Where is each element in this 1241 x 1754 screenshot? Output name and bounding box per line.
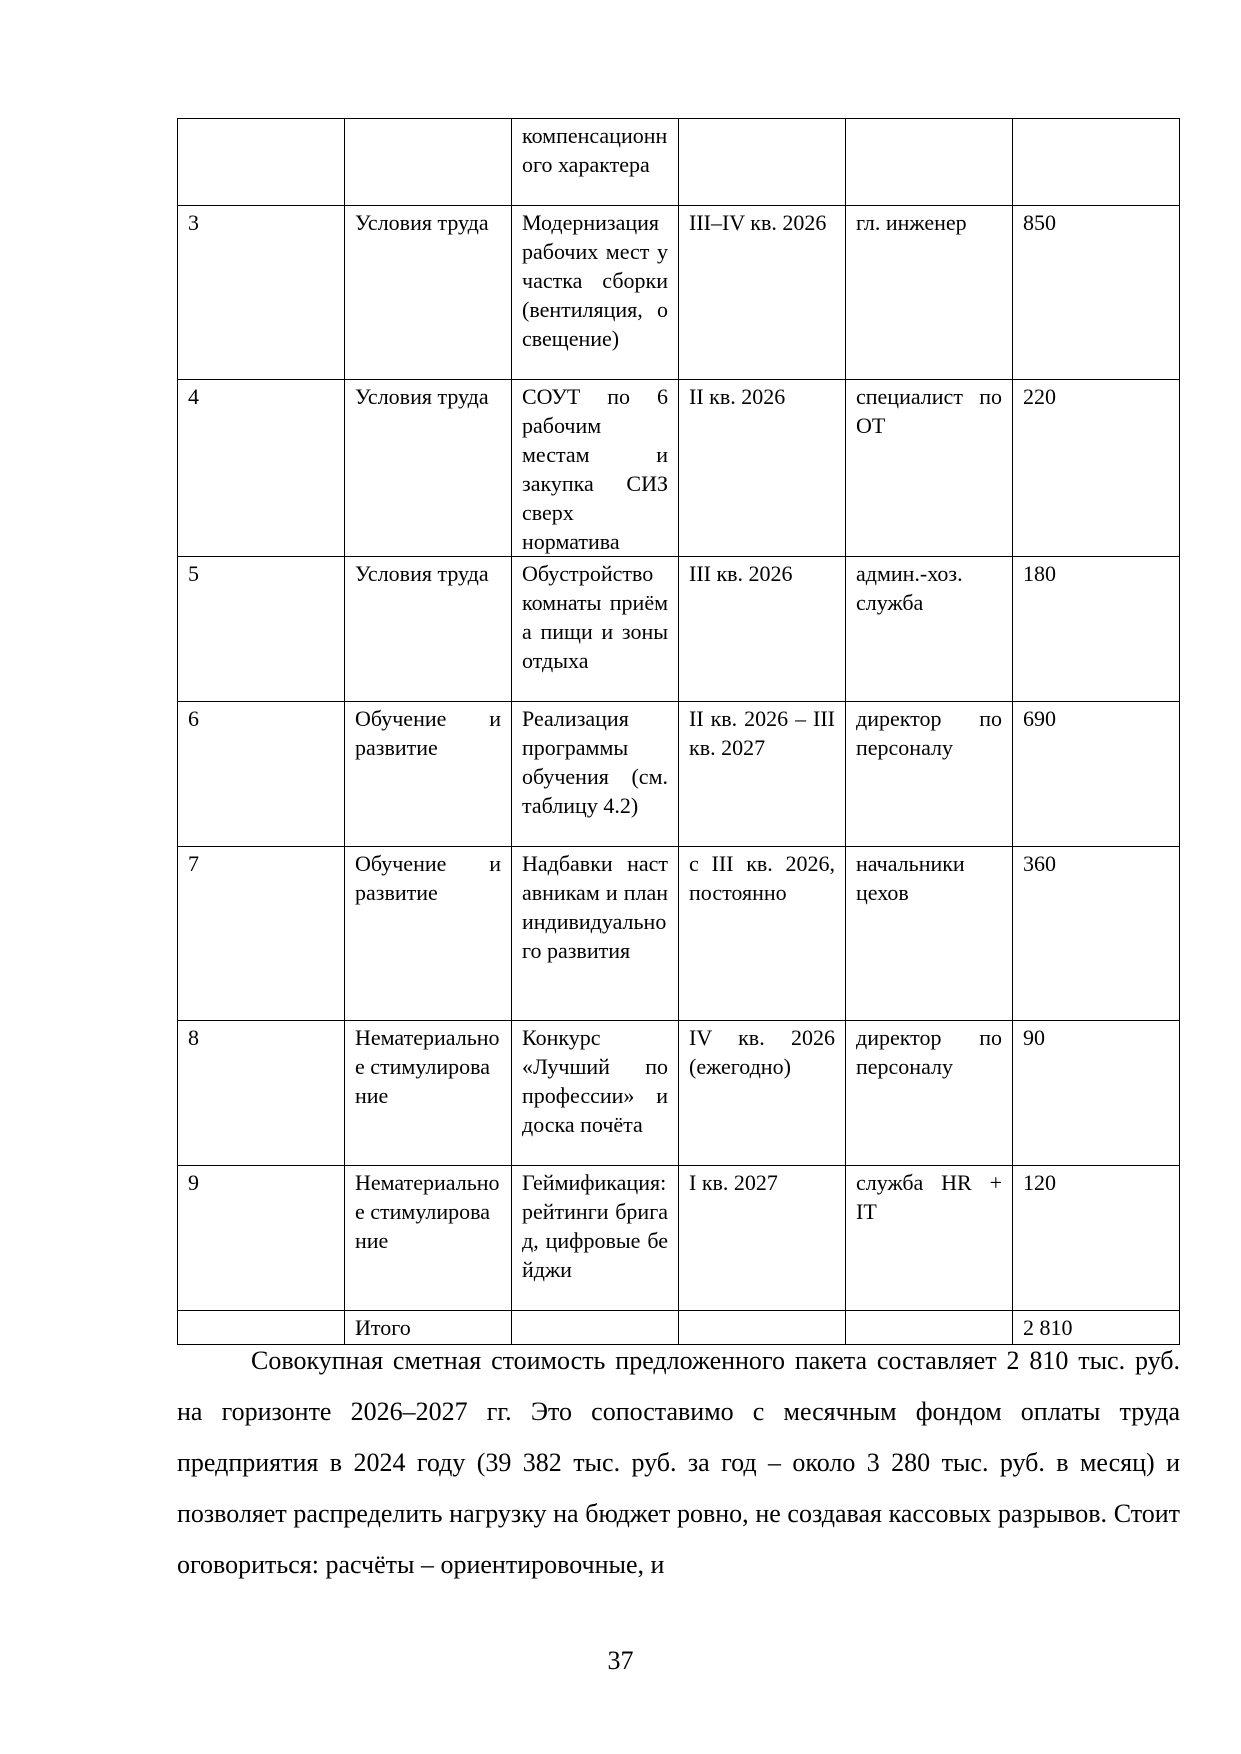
cell-cost: 360 xyxy=(1013,847,1180,1021)
cell-measure: Конкурс «Лучший по профессии» и доска почёта xyxy=(512,1021,679,1166)
cell-cost: 850 xyxy=(1013,206,1180,380)
cell-term: III–IV кв. 2026 xyxy=(679,206,846,380)
cell-term: III кв. 2026 xyxy=(679,557,846,702)
cell-num: 9 xyxy=(178,1166,345,1311)
cell-cost: 120 xyxy=(1013,1166,1180,1311)
cell-area xyxy=(345,119,512,206)
cell-area: Нематериальное стимулирование xyxy=(345,1021,512,1166)
cell-responsible: специалист по ОТ xyxy=(846,380,1013,557)
cell-area: Обучение и развитие xyxy=(345,702,512,847)
cell-num: 4 xyxy=(178,380,345,557)
cell-cost: 690 xyxy=(1013,702,1180,847)
cell-cost: 220 xyxy=(1013,380,1180,557)
cell-measure: Геймификация: рейтинги бригад, цифровые бейджи xyxy=(512,1166,679,1311)
page-number: 37 xyxy=(607,1646,634,1675)
cell-responsible: гл. инженер xyxy=(846,206,1013,380)
table-row xyxy=(178,847,1180,1021)
cell-num: 3 xyxy=(178,206,345,380)
cell-num: 5 xyxy=(178,557,345,702)
total-label: Итого xyxy=(345,1311,512,1345)
cell-area: Условия труда xyxy=(345,206,512,380)
cell-measure: СОУТ по 6 рабочим местам и закупка СИЗ сверх норматива xyxy=(512,380,679,557)
table-row xyxy=(178,702,1180,847)
table-row xyxy=(178,206,1180,380)
paragraph-text: Совокупная сметная стоимость предложенного пакета составляет 2 810 тыс. руб. на горизонте 2026–2027 гг. Это сопоставимо с месячным фондом оплаты труда предприятия в 2024 году (39 382 тыс. руб. за год – около 3 280 тыс. руб. в месяц) и позволяет распределить нагрузку на бюджет ровно, не создавая кассовых разрывов. Стоит оговориться: расчёты – ориентировочные, и xyxy=(177,1346,1180,1579)
cell-responsible: директор по персоналу xyxy=(846,1021,1013,1166)
cell-num: 6 xyxy=(178,702,345,847)
cell-area: Условия труда xyxy=(345,380,512,557)
total-cost: 2 810 xyxy=(1013,1311,1180,1345)
cell-responsible: начальники цехов xyxy=(846,847,1013,1021)
cell-term: II кв. 2026 xyxy=(679,380,846,557)
table-row xyxy=(178,119,1180,206)
cell-responsible: директор по персоналу xyxy=(846,702,1013,847)
body-paragraph xyxy=(177,1335,1180,1590)
cell-responsible: админ.-хоз. служба xyxy=(846,557,1013,702)
cell-num xyxy=(178,119,345,206)
table-row xyxy=(178,1166,1180,1311)
cell-measure: Модернизация рабочих мест участка сборки (вентиляция, освещение) xyxy=(512,206,679,380)
cell-cost: 90 xyxy=(1013,1021,1180,1166)
table-row xyxy=(178,557,1180,702)
cell-num: 8 xyxy=(178,1021,345,1166)
cell-cost xyxy=(1013,119,1180,206)
cell-measure: Надбавки наставникам и план индивидуального развития xyxy=(512,847,679,1021)
measures-table xyxy=(177,118,1180,1345)
cell-term xyxy=(679,119,846,206)
cell-measure: Реализация программы обучения (см. таблицу 4.2) xyxy=(512,702,679,847)
table-row xyxy=(178,1021,1180,1166)
cell-area: Нематериальное стимулирование xyxy=(345,1166,512,1311)
cell-area: Обучение и развитие xyxy=(345,847,512,1021)
cell-term: II кв. 2026 – III кв. 2027 xyxy=(679,702,846,847)
cell-responsible: служба HR + IT xyxy=(846,1166,1013,1311)
cell-measure: компенсационного характера xyxy=(512,119,679,206)
cell-cost: 180 xyxy=(1013,557,1180,702)
cell-area: Условия труда xyxy=(345,557,512,702)
cell-responsible xyxy=(846,119,1013,206)
cell-term: IV кв. 2026 (ежегодно) xyxy=(679,1021,846,1166)
cell-measure: Обустройство комнаты приёма пищи и зоны отдыха xyxy=(512,557,679,702)
table-row xyxy=(178,380,1180,557)
cell-term: с III кв. 2026, постоянно xyxy=(679,847,846,1021)
cell-num: 7 xyxy=(178,847,345,1021)
cell-term: I кв. 2027 xyxy=(679,1166,846,1311)
